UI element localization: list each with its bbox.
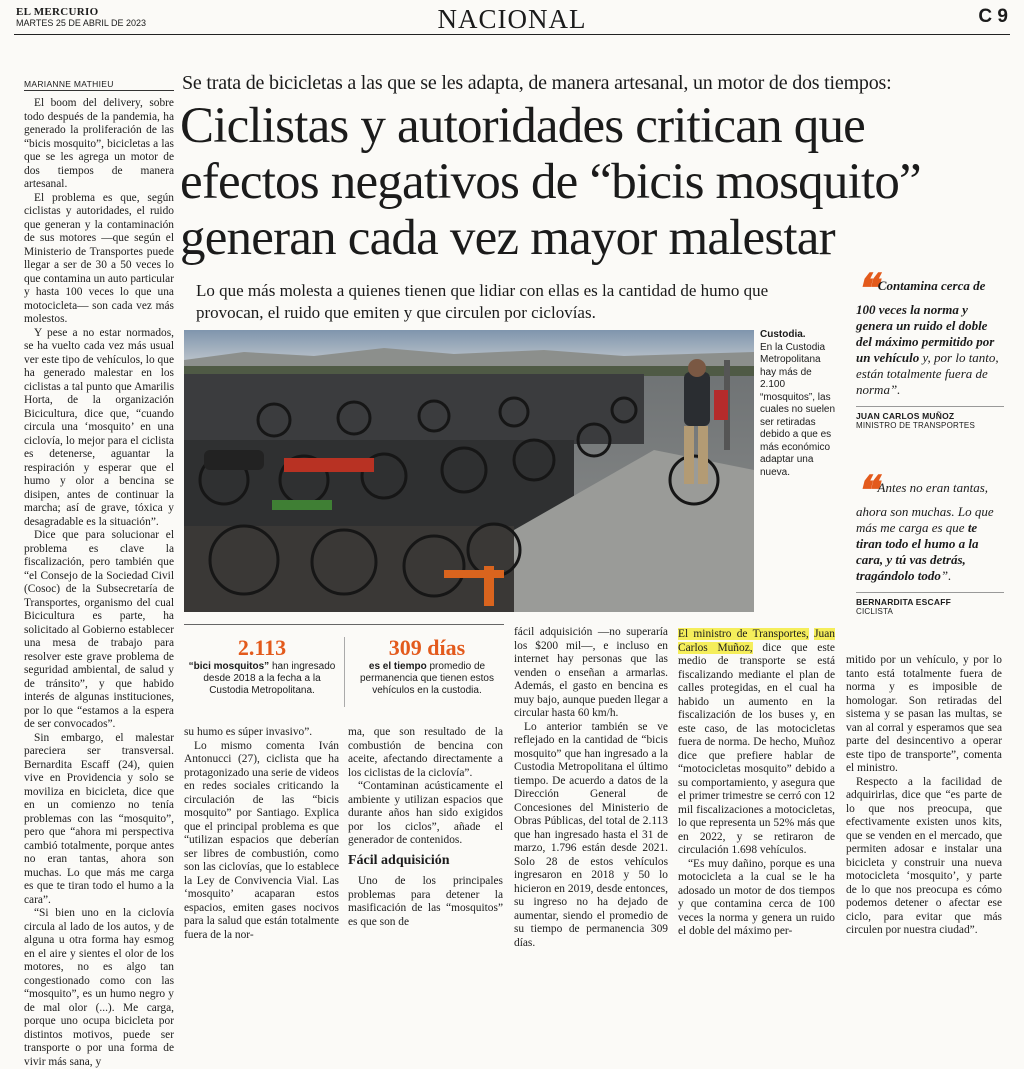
headline-line-1: Ciclistas y autoridades critican que [180, 98, 865, 154]
quote-2-end: ”. [940, 568, 952, 583]
caption-text: En la Custodia Metropolitana hay más de 2.100 “mosquitos”, las cuales no suelen ser retiradas debido a que es más económico adaptar una nueva. [760, 341, 836, 478]
col6-p1: mitido por un vehículo, y por lo tanto está totalmente fuera de norma y es imposible de homologar. Son retiradas del sistema y se pasan las multas, se van al corral y esperamos que sea parte del desincentivo a operar este tipo de transporte”, comenta el ministro. [846, 654, 1002, 774]
caption-title: Custodia. [760, 329, 806, 340]
bicycles-lot-image [184, 330, 754, 612]
minister-highlight-2: Juan Carlos Muñoz, [678, 628, 835, 654]
byline-rule [24, 90, 174, 91]
minister-highlight-1: El ministro de Transportes, [678, 628, 809, 640]
quote-2-text [856, 467, 1004, 584]
column-5 [678, 628, 835, 937]
stat-2-bold: es el tiempo [368, 661, 427, 672]
masthead-rule [14, 34, 1010, 35]
headline [180, 98, 921, 266]
col3-p3: Uno de los principales problemas para detener la masificación de las “mosquitos” es que son de [348, 875, 503, 928]
column-6 [846, 654, 1002, 936]
stat-2-desc: promedio de permanencia que tienen estos vehículos en la custodia. [360, 661, 494, 696]
quote-1-source-name: JUAN CARLOS MUÑOZ [856, 411, 955, 421]
col3-subhead: Fácil adquisición [348, 852, 450, 868]
stat-2-number: 309 días [388, 635, 466, 660]
byline: MARIANNE MATHIEU [24, 79, 114, 89]
quote-2-open-mark-icon: ❝ [856, 467, 875, 514]
stat-1-number: 2.113 [237, 635, 287, 660]
col1-p2: El problema es que, según ciclistas y autoridades, el ruido que generan y la contaminación de sus motores —que según el Ministerio de Transportes puede llegar a ser de 30 a 50 veces lo que contamina un auto particular y hasta 100 veces lo que una motocicleta— son cada vez más molestos. [24, 191, 174, 325]
stat-1-bold: “bici mosquitos” [188, 661, 270, 672]
col5-p2: “Es muy dañino, porque es una motocicleta a la cual se le ha adosado un motor de dos tiempos y que contamina cerca de 100 veces la norma y genera un ruido el doble del máximo per- [678, 857, 835, 937]
quote-2-bold: te tiran todo el humo a la cara, y tú vas detrás, tragándolo todo [856, 520, 979, 583]
quote-1-end: ”. [889, 382, 901, 397]
col1-p6: “Si bien uno en la ciclovía circula al lado de los autos, y de alguna u otra forma hay esmog en el aire y sientes el olor de los motores, no es algo tan congestionado como con las “mosquito”, es un humo negro y de mal olor (...). Me carga, porque uno ocupa bicicleta por distintos motivos, puede ser transporte o por una forma de vivir más sana, y [24, 907, 174, 1068]
stat-1-text [188, 661, 336, 697]
stats-box [184, 624, 504, 719]
photo-custodia [184, 330, 754, 612]
kicker: Se trata de bicicletas a las que se les adapta, de manera artesanal, un motor de dos tiempos: [182, 72, 892, 94]
col2-p1: su humo es súper invasivo”. [184, 726, 313, 738]
quote-2-source-name: BERNARDITA ESCAFF [856, 597, 952, 607]
col1-p4: Dice que para solucionar el problema es clave la fiscalización, pero también que “el Consejo de la Sociedad Civil (Cosoc) de la Subsecretaría de Transportes, organismo del cual Bicicultura es parte, ha solicitado al Gobierno establecer una mesa de trabajo para resolver este grave problema de seguridad ambiental, de salud y de tránsito”, y que habido interés de algunas instituciones, por lo que “estamos a la espera de ser convocados”. [24, 529, 174, 730]
column-4 [514, 626, 668, 949]
col5-lead-rest: dice que este medio de transporte se está fiscalizando mediante el plan de calles protegidas, en el cual ha habido un aumento en la fiscalización de los buses y, en este caso, de las motocicletas fuera de norma. De hecho, Muñoz dice que prefiere hablar de “motocicletas mosquito” debido a su comportamiento, y asegura que el primer trimestre se cerró con 12 mil fiscalizaciones a motocicletas, lo que representa un 52% más que en 2022, y se retiraron de circulación 1.698 vehículos. [678, 641, 835, 856]
stat-1-desc: han ingresado desde 2018 a la fecha a la Custodia Metropolitana. [203, 661, 336, 696]
photo-caption [760, 329, 838, 479]
col3-p2: “Contaminan acústicamente el ambiente y utilizan espacios que durante años han sido exigidos por los ciclos”, añade el generador de contenidos. [348, 780, 503, 846]
stat-2-text [352, 661, 502, 697]
quote-1-open-mark-icon: ❝ [856, 265, 875, 312]
stat-divider [344, 637, 345, 707]
col1-p3: Y pese a no estar normados, se ha vuelto cada vez más usual ver este tipo de vehículos, lo que ha generado malestar en los ciclistas a tal punto que Amarilis Horta, de la organización Bicicultura, dice que, “cuando circula una ‘mosquito’ en una ciclovía, lo mejor para el ciclista es detenerse, aguantar la respiración y esperar que el humo y olor a bencina se disipen, antes de continuar la marcha; así de grave, tóxica y desagradable es la situación”. [24, 326, 174, 528]
column-1 [24, 97, 174, 1068]
pull-quote-1 [856, 265, 1004, 430]
col2-p2: Lo mismo comenta Iván Antonucci (27), ciclista que ha protagonizado una serie de videos en redes sociales criticando la circulación de las “bicis mosquito” por Santiago. Explica que el principal problema es que “utilizan espacios que deberían ser libres de combustión, como son las ciclovías, que lo establece la Ley de Convivencia Vial. Las ‘mosquito’ acaparan estos espacios, emiten gases nocivos para la salud que están totalmente fuera de la nor- [184, 739, 339, 941]
deck [196, 280, 768, 324]
quote-1-source-role: MINISTRO DE TRANSPORTES [856, 421, 975, 430]
paper-name: EL MERCURIO [16, 6, 99, 18]
col1-p5: Sin embargo, el malestar pareciera ser transversal. Bernardita Escaff (24), quien vive en Providencia y solo se moviliza en bicicleta, dice que en un comienzo no tenía problemas con las “mosquito”, pero que “ahora mi perspectiva cambió totalmente, porque antes no eran tantas, ahora son muchas. Lo que más me carga es que te tiran todo el humo a la cara”. [24, 731, 174, 906]
col3-p1: ma, que son resultado de la combustión de bencina con aceite, afectando directamente a los ciclistas de la ciclovía”. [348, 726, 503, 779]
quote-1-mid: y, por lo tanto, están totalmente fuera de norma [856, 350, 999, 397]
col1-p1: El boom del delivery, sobre todo después de la pandemia, ha generado la proliferación de las “bicis mosquito”, bicicletas a las que se les agrega un motor de dos tiempos de manera artesanal. [24, 97, 174, 190]
column-3 [348, 726, 503, 928]
pull-quote-2 [856, 467, 1004, 616]
quote-2-source-role: CICLISTA [856, 607, 894, 616]
deck-line-2: provocan, el ruido que emiten y que circulen por ciclovías. [196, 303, 596, 322]
col4-p2: Lo anterior también se ve reflejado en la cantidad de “bicis mosquito” que han ingresado a la Custodia Metropolitana el último tiempo. De acuerdo a datos de la Dirección General de Concesiones del Ministerio de Obras Públicas, del total de 2.113 que han ingresado hasta el 31 de marzo, 1.796 están desde 2021. Solo 28 de estos vehículos ingresaron en 2018 y 50 lo hicieron en 2019, desde entonces, su ingreso no ha dejado de aumentar, siendo el promedio de su tiempo de permanencia 309 días. [514, 720, 668, 949]
section-title: NACIONAL [437, 4, 587, 34]
column-2 [184, 726, 339, 941]
stat-2 [352, 635, 502, 697]
page-number: C 9 [978, 6, 1008, 27]
stat-1 [188, 635, 336, 697]
headline-line-3: generan cada vez mayor malestar [180, 210, 835, 266]
col6-p2: Respecto a la facilidad de adquirirlas, dice que “es parte de lo que nos preocupa, que efectivamente existen unos kits, que se venden en el mercado, que permiten adosar e instalar una bicicleta y construir una nueva motocicleta ‘mosquito’, y parte de lo que nos preocupa es cómo podemos detener o afectar ese ciclo, para evitar que más circulen por nuestra ciudad”. [846, 775, 1002, 936]
quote-1-text [856, 265, 1004, 398]
quote-2-pre: Antes no eran tantas, ahora son muchas. Lo que más me carga es que [856, 480, 994, 535]
col5-p1 [678, 628, 835, 858]
issue-date: MARTES 25 DE ABRIL DE 2023 [16, 18, 147, 28]
quote-1-bold: Contamina cerca de 100 veces la norma y genera un ruido el doble del máximo permitido por un vehículo [856, 278, 995, 365]
col4-p1: fácil adquisición —no superaría los $200 mil—, e incluso en internet hay personas que las venden o enseñan a armarlas. Además, el gasto en bencina es muy bajo, aunque pueden llegar a circular hasta 60 km/h. [514, 626, 668, 719]
deck-line-1: Lo que más molesta a quienes tienen que lidiar con ellas es la cantidad de humo que [196, 281, 769, 300]
headline-line-2: efectos negativos de “bicis mosquito” [180, 154, 921, 210]
